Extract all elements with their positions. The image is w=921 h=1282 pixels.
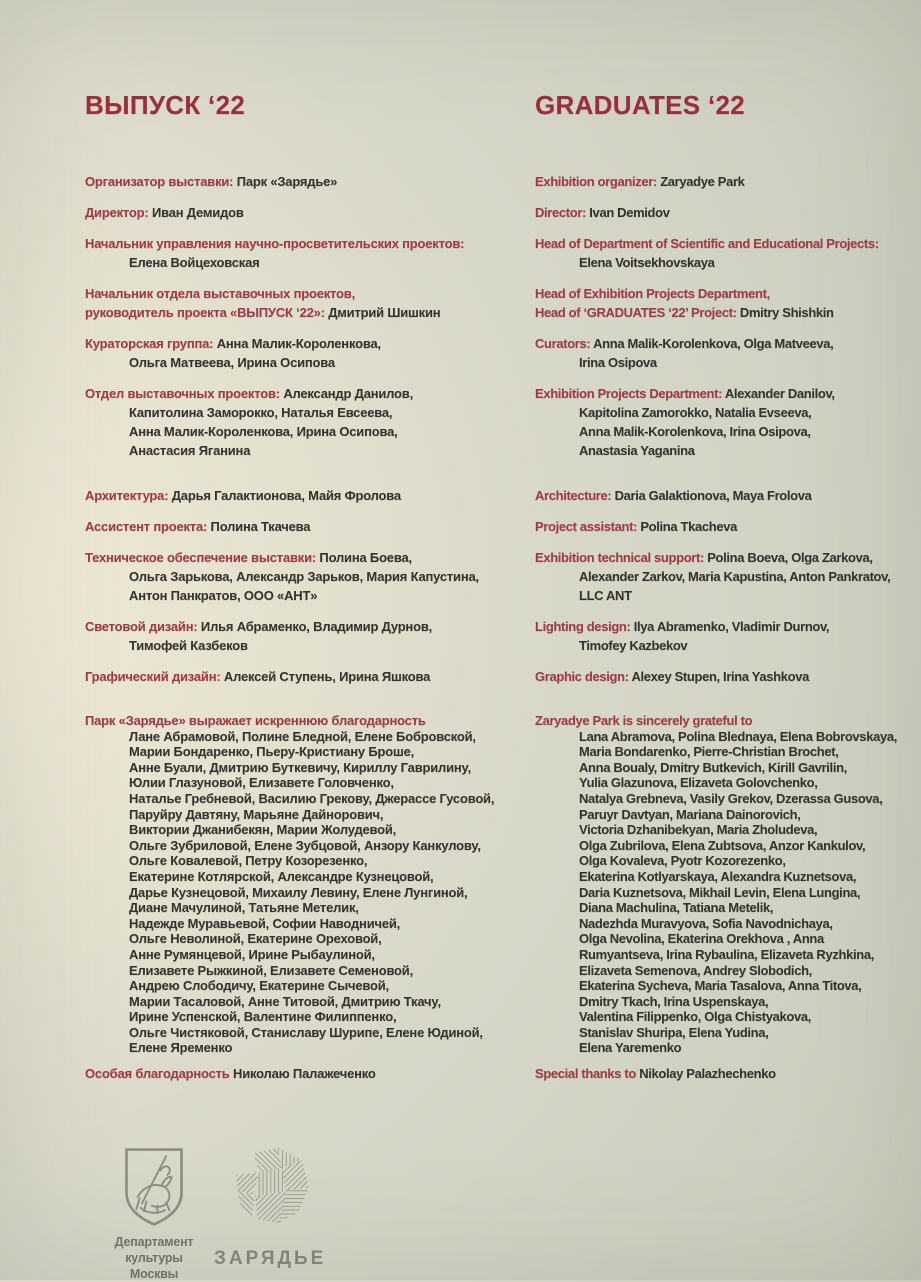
credit-text: Анне Буали, Дмитрию Буткевичу, Кириллу Гаврилину, (129, 759, 471, 775)
credit-row (535, 234, 917, 253)
dept-caption-line2: культуры Москвы (125, 1251, 183, 1281)
credit-block (85, 203, 520, 222)
credit-text: Maria Bondarenko, Pierre-Christian Brochet, (579, 744, 839, 760)
credit-row (535, 978, 917, 994)
credit-label: Director: (535, 205, 590, 220)
credit-block (85, 486, 520, 505)
credit-text: Андрею Слободичу, Екатерине Сычевой, (129, 978, 389, 994)
column-russian (85, 92, 520, 1083)
credit-text: Alexey Stupen, Irina Yashkova (631, 669, 809, 684)
credit-text: Наталье Гребневой, Василию Грекову, Джерассе Гусовой, (129, 790, 495, 806)
credit-row (85, 667, 520, 686)
credit-row (85, 760, 520, 776)
dept-caption-line1: Департамент (114, 1235, 194, 1249)
dept-caption (104, 1234, 204, 1282)
credit-text: Парк «Зарядье» (236, 174, 338, 189)
credit-row (535, 1064, 917, 1083)
credit-text: Дмитрий Шишкин (328, 305, 441, 320)
credit-text: Антон Панкратов, ООО «АНТ» (129, 588, 318, 603)
credit-row (535, 303, 917, 322)
zaryadye-wordmark: ЗАРЯДЬЕ (214, 1248, 327, 1269)
credit-row (85, 1040, 520, 1056)
credit-text: Ekaterina Sycheva, Maria Tasalova, Anna Titova, (579, 978, 862, 994)
credit-row (535, 667, 917, 686)
credit-row (535, 441, 917, 460)
credit-text: Ольге Неволиной, Екатерине Ореховой, (129, 931, 382, 947)
credit-row (535, 744, 917, 760)
credit-label: Световой дизайн: (85, 619, 201, 634)
credit-text: Виктории Джанибекян, Марии Жолудевой, (129, 822, 397, 838)
credit-row (85, 203, 520, 222)
credit-label: Curators: (535, 336, 594, 351)
credit-row (85, 567, 520, 586)
title-english: GRADUATES ‘22 (535, 90, 746, 120)
credit-block (85, 172, 520, 191)
credit-text: Дарья Галактионова, Майя Фролова (171, 488, 401, 503)
credit-label: Архитектура: (85, 488, 172, 503)
credit-text: Николаю Палажеченко (233, 1066, 376, 1082)
credit-text: Valentina Filippenko, Olga Chistyakova, (579, 1009, 811, 1025)
credit-row (535, 822, 917, 838)
credit-row (535, 1040, 917, 1056)
credit-label: Exhibition technical support: (535, 550, 708, 565)
credit-row (535, 807, 917, 823)
credit-text: Stanislav Shuripa, Elena Yudina, (579, 1024, 769, 1040)
credit-row (85, 617, 520, 636)
credit-label: Графический дизайн: (85, 669, 224, 684)
credit-row (85, 807, 520, 823)
credit-text: Dmitry Shishkin (739, 305, 834, 320)
credit-text: Лане Абрамовой, Полине Бледной, Елене Бобровской, (129, 728, 476, 744)
credit-row (85, 869, 520, 885)
credit-row (535, 403, 917, 422)
credit-text: Olga Nevolina, Ekaterina Orekhova , Anna (579, 931, 824, 947)
credit-text: Илья Абраменко, Владимир Дурнов, (200, 619, 433, 634)
credit-row (535, 253, 917, 272)
credit-label: Парк «Зарядье» выражает искреннюю благодарность (85, 713, 426, 728)
footer-logos (0, 1140, 921, 1280)
column-english (535, 92, 917, 1083)
title-russian: ВЫПУСК ‘22 (85, 90, 246, 120)
credit-block (85, 334, 520, 372)
credit-text: Елене Яременко (129, 1040, 233, 1056)
credit-row (535, 636, 917, 655)
credit-text: Victoria Dzhanibekyan, Maria Zholudeva, (579, 822, 818, 838)
credit-text: Anna Malik-Korolenkova, Olga Matveeva, (593, 336, 834, 351)
credit-row (535, 760, 917, 776)
credit-block (85, 667, 520, 686)
credit-label: Начальник управления научно-просветительских проектов: (85, 236, 465, 251)
credit-row (535, 947, 917, 963)
credit-text: Elizaveta Semenova, Andrey Slobodich, (579, 962, 812, 978)
credit-row (85, 234, 520, 253)
credit-label: Отдел выставочных проектов: (85, 386, 284, 401)
credit-label: Zaryadye Park is sincerely grateful to (535, 713, 753, 728)
credit-block (535, 517, 917, 536)
credit-text: Nadezhda Muravyova, Sofia Navodnichaya, (579, 915, 833, 931)
credit-label: Директор: (85, 205, 152, 220)
credit-label: Техническое обеспечение выставки: (85, 550, 320, 565)
credit-row (85, 441, 520, 460)
credit-row (535, 567, 917, 586)
credit-text: Александр Данилов, (283, 386, 413, 401)
credit-text: Alexander Danilov, (724, 386, 835, 401)
credit-text: Ekaterina Kotlyarskaya, Alexandra Kuznetsova, (579, 868, 857, 884)
credit-block (535, 384, 917, 460)
credit-row (85, 853, 520, 869)
credit-text: Ivan Demidov (589, 205, 670, 220)
credit-text: Olga Zubrilova, Elena Zubtsova, Anzor Kankulov, (579, 837, 866, 853)
credit-row (85, 1064, 520, 1083)
credit-label: Начальник отдела выставочных проектов, (85, 286, 355, 301)
credit-text: Paruyr Davtyan, Mariana Dainorovich, (579, 806, 801, 822)
credit-text: Капитолина Заморокко, Наталья Евсеева, (129, 405, 393, 420)
credit-text: Паруйру Давтяну, Марьяне Дайнорович, (129, 806, 384, 822)
credit-text: Nikolay Palazhechenko (639, 1066, 776, 1082)
credit-text: Dmitry Tkach, Irina Uspenskaya, (579, 993, 769, 1009)
credit-text: Юлии Глазуновой, Елизавете Головченко, (129, 775, 394, 791)
credit-row (85, 916, 520, 932)
credit-block (535, 234, 917, 272)
credit-block (85, 234, 520, 272)
credit-row (535, 729, 917, 745)
credit-text: Anna Malik-Korolenkova, Irina Osipova, (579, 424, 811, 439)
credit-row (85, 744, 520, 760)
credit-block (85, 1064, 520, 1083)
credit-row (535, 486, 917, 505)
credit-text: Anna Boualy, Dmitry Butkevich, Kirill Gavrilin, (579, 759, 847, 775)
credit-text: Дарье Кузнецовой, Михаилу Левину, Елене Лунгиной, (129, 884, 468, 900)
credit-row (535, 1025, 917, 1041)
credit-row (85, 422, 520, 441)
credit-block (85, 384, 520, 460)
credit-text: Timofey Kazbekov (579, 638, 688, 653)
credit-row (535, 172, 917, 191)
credit-row (85, 517, 520, 536)
credit-block (85, 284, 520, 322)
credit-row (535, 334, 917, 353)
credit-text: Lana Abramova, Polina Blednaya, Elena Bobrovskaya, (579, 728, 897, 744)
credit-row (85, 729, 520, 745)
credit-text: Анна Малик-Короленкова, (216, 336, 381, 351)
credit-text: Диане Мачулиной, Татьяне Метелик, (129, 900, 359, 916)
credit-text: Olga Kovaleva, Pyotr Kozorezenko, (579, 853, 786, 869)
credit-label: Ассистент проекта: (85, 519, 211, 534)
credit-row (535, 900, 917, 916)
credit-label: Организатор выставки: (85, 174, 237, 189)
credit-block (535, 667, 917, 686)
credit-row (85, 486, 520, 505)
credit-block (535, 713, 917, 1056)
credit-row (535, 869, 917, 885)
credit-text: Анна Малик-Короленкова, Ирина Осипова, (129, 424, 398, 439)
credit-text: Ilya Abramenko, Vladimir Durnov, (633, 619, 830, 634)
credit-label: Exhibition organizer: (535, 174, 661, 189)
zaryadye-rock-icon (224, 1144, 316, 1236)
credit-text: Daria Galaktionova, Maya Frolova (614, 488, 812, 503)
credit-label: Head of Department of Scientific and Educational Projects: (535, 236, 879, 251)
credit-label: руководитель проекта «ВЫПУСК ‘22»: (85, 305, 329, 320)
credits-english (535, 172, 917, 1083)
credit-text: Ирине Успенской, Валентине Филиппенко, (129, 1009, 397, 1025)
credit-row (535, 963, 917, 979)
credit-label: Architecture: (535, 488, 615, 503)
credit-row (85, 885, 520, 901)
credit-label: Graphic design: (535, 669, 632, 684)
credit-label: Special thanks to (535, 1066, 640, 1082)
credit-text: Natalya Grebneva, Vasily Grekov, Dzerassa Gusova, (579, 790, 883, 806)
credit-text: LLC ANT (579, 588, 632, 603)
credit-text: Ольге Чистяковой, Станиславу Шурипе, Елене Юдиной, (129, 1024, 483, 1040)
credit-row (85, 548, 520, 567)
credit-label: Exhibition Projects Department: (535, 386, 725, 401)
credit-row (85, 284, 520, 303)
credit-row (535, 775, 917, 791)
credit-row (535, 586, 917, 605)
credit-text: Kapitolina Zamorokko, Natalia Evseeva, (579, 405, 812, 420)
credit-block (535, 486, 917, 505)
credit-label: Project assistant: (535, 519, 641, 534)
credit-text: Diana Machulina, Tatiana Metelik, (579, 900, 774, 916)
credit-row (85, 838, 520, 854)
credit-row (535, 931, 917, 947)
credit-text: Елена Войцеховская (129, 255, 260, 270)
credit-row (85, 1009, 520, 1025)
credit-row (85, 900, 520, 916)
credit-row (85, 791, 520, 807)
credit-text: Alexander Zarkov, Maria Kapustina, Anton Pankratov, (579, 569, 891, 584)
credit-row (85, 713, 520, 729)
credit-block (535, 203, 917, 222)
credits-russian (85, 172, 520, 1083)
credit-block (535, 334, 917, 372)
credit-row (85, 303, 520, 322)
credit-block (535, 1064, 917, 1083)
credit-block (85, 548, 520, 605)
credit-text: Yulia Glazunova, Elizaveta Golovchenko, (579, 775, 818, 791)
credit-row (535, 994, 917, 1010)
credit-text: Анне Румянцевой, Ирине Рыбаулиной, (129, 946, 375, 962)
credit-text: Алексей Ступень, Ирина Яшкова (223, 669, 431, 684)
credit-text: Daria Kuznetsova, Mikhail Levin, Elena Lungina, (579, 884, 861, 900)
zaryadye-logo (214, 1144, 326, 1270)
credit-row (535, 853, 917, 869)
credit-row (535, 1009, 917, 1025)
credit-text: Марии Бондаренко, Пьеру-Кристиану Броше, (129, 744, 415, 760)
credit-row (535, 422, 917, 441)
credit-row (85, 978, 520, 994)
credit-block (85, 517, 520, 536)
credit-block (535, 617, 917, 655)
credit-text: Ольга Матвеева, Ирина Осипова (129, 355, 335, 370)
credit-row (85, 947, 520, 963)
credit-block (535, 172, 917, 191)
credit-text: Полина Боева, (319, 550, 412, 565)
credit-row (535, 713, 917, 729)
credit-text: Ольге Ковалевой, Петру Козорезенко, (129, 853, 368, 869)
credit-text: Polina Boeva, Olga Zarkova, (707, 550, 873, 565)
credit-row (85, 353, 520, 372)
credit-text: Ольга Зарькова, Александр Зарьков, Мария Капустина, (129, 569, 479, 584)
moscow-culture-department-logo (104, 1146, 204, 1282)
credit-block (85, 713, 520, 1056)
credit-row (85, 586, 520, 605)
credit-text: Тимофей Казбеков (129, 638, 248, 653)
coat-of-arms-shield-icon (121, 1146, 187, 1228)
credit-text: Anastasia Yaganina (579, 443, 695, 458)
credit-row (85, 931, 520, 947)
credit-row (535, 353, 917, 372)
credit-row (85, 384, 520, 403)
credit-text: Rumyantseva, Irina Rybaulina, Elizaveta Ryzhkina, (579, 946, 874, 962)
credit-row (85, 822, 520, 838)
credit-text: Полина Ткачева (210, 519, 311, 534)
credit-block (85, 617, 520, 655)
credit-row (535, 517, 917, 536)
credit-row (535, 885, 917, 901)
credit-label: Head of Exhibition Projects Department, (535, 286, 770, 301)
credit-row (535, 617, 917, 636)
credit-text: Elena Yaremenko (579, 1040, 682, 1056)
credit-text: Марии Тасаловой, Анне Титовой, Дмитрию Ткачу, (129, 993, 441, 1009)
credit-row (535, 384, 917, 403)
credit-row (85, 334, 520, 353)
credit-row (535, 916, 917, 932)
credit-text: Анастасия Яганина (129, 443, 251, 458)
credit-text: Zaryadye Park (660, 174, 745, 189)
credit-row (85, 403, 520, 422)
credit-row (85, 253, 520, 272)
credit-text: Polina Tkacheva (640, 519, 737, 534)
credit-text: Elena Voitsekhovskaya (579, 255, 715, 270)
credit-text: Ольге Зубриловой, Елене Зубцовой, Анзору Канкулову, (129, 837, 481, 853)
credit-row (535, 548, 917, 567)
credit-text: Иван Демидов (151, 205, 244, 220)
credit-row (535, 791, 917, 807)
credit-row (85, 1025, 520, 1041)
credit-row (85, 775, 520, 791)
credit-text: Елизавете Рыжкиной, Елизавете Семеновой, (129, 962, 414, 978)
credit-label: Lighting design: (535, 619, 634, 634)
credit-row (85, 172, 520, 191)
credit-block (535, 284, 917, 322)
credit-row (535, 838, 917, 854)
credit-label: Особая благодарность (85, 1066, 233, 1082)
credit-text: Екатерине Котлярской, Александре Кузнецовой, (129, 868, 434, 884)
credit-block (535, 548, 917, 605)
credit-text: Надежде Муравьевой, Софии Наводничей, (129, 915, 401, 931)
credit-row (85, 636, 520, 655)
credit-row (85, 994, 520, 1010)
credit-row (535, 284, 917, 303)
credit-label: Head of ‘GRADUATES ‘22’ Project: (535, 305, 740, 320)
credit-row (535, 203, 917, 222)
credit-row (85, 963, 520, 979)
credit-text: Irina Osipova (579, 355, 657, 370)
credit-label: Кураторская группа: (85, 336, 217, 351)
